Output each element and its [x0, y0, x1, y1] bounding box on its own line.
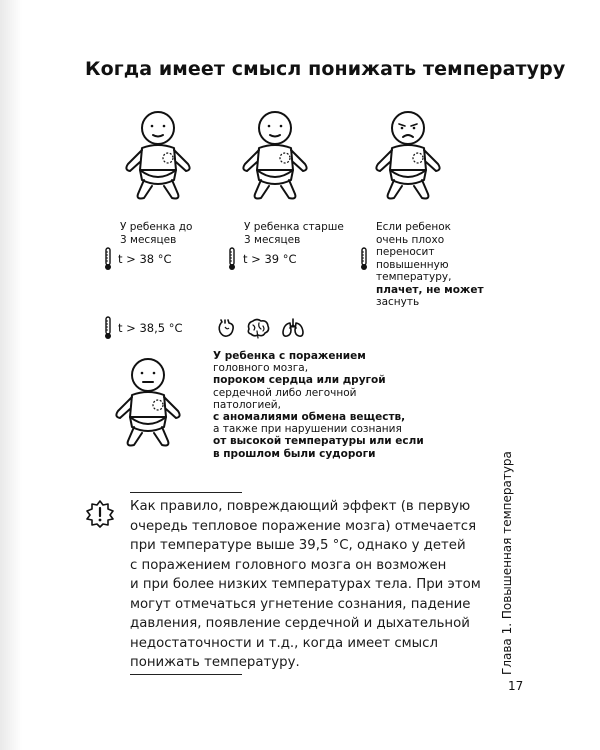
baby-illustration-4	[108, 355, 188, 455]
chapter-side-caption: Глава 1. Повышенная температура	[500, 451, 514, 675]
paragraph-bottom-rule	[130, 674, 242, 675]
thermometer-icon	[360, 247, 368, 271]
baby-1-caption: У ребенка до 3 месяцев	[120, 221, 193, 246]
brain-icon	[245, 317, 271, 339]
special-conditions-text: У ребенка с поражением головного мозга, пороком сердца или другой сердечной либо легочной патологией, с аномалиями обмена веществ, а также при нарушении сознания от высокой температуры или если в прошлом были судороги	[213, 350, 424, 460]
baby-3-caption: Если ребенок очень плохо переносит повышенную температуру, плачет, не может заснуть	[376, 221, 484, 308]
page-title: Когда имеет смысл понижать температуру	[85, 58, 566, 80]
lungs-icon	[281, 317, 305, 339]
thermometer-icon	[104, 247, 112, 271]
thermometer-icon	[104, 316, 112, 340]
thermometer-icon	[228, 247, 236, 271]
body-paragraph: Как правило, повреждающий эффект (в первую очередь тепловое поражение мозга) отмечается при температуре выше 39,5 °С, однако у детей с поражением головного мозга он возможен и при более низких температурах тела. При этом могут отмечаться угнетение сознания, падение давления, появление сердечной и дыхательной недостаточности и т.д., когда имеет смысл понижать температуру.	[130, 499, 481, 670]
paragraph-top-rule	[130, 492, 242, 493]
baby-1-temp: t > 38 °C	[118, 252, 172, 266]
special-temp: t > 38,5 °C	[118, 321, 183, 335]
baby-2-temp: t > 39 °C	[243, 252, 297, 266]
heart-icon	[215, 317, 237, 339]
baby-illustration-2	[235, 108, 315, 208]
page-number: 17	[508, 679, 524, 693]
baby-illustration-crying	[368, 108, 448, 208]
warning-icon	[86, 500, 114, 528]
page-edge-shadow	[0, 0, 22, 750]
baby-illustration-1	[118, 108, 198, 208]
baby-2-caption: У ребенка старше 3 месяцев	[244, 221, 344, 246]
